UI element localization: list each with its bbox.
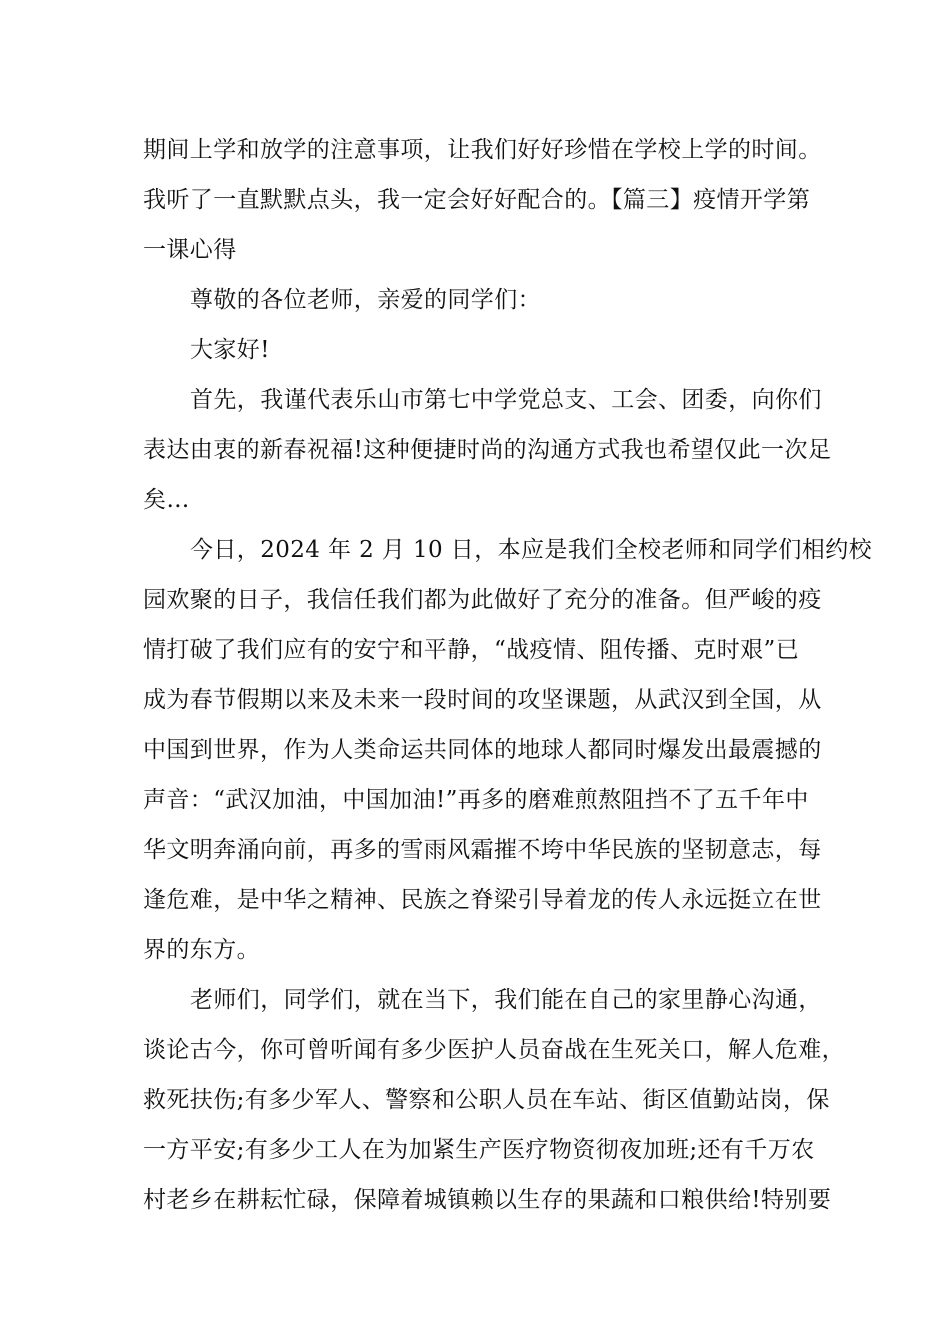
text-line: 华文明奔涌向前，再多的雪雨风霜摧不垮中华民族的坚韧意志，每: [143, 837, 822, 863]
text-line: 老师们，同学们，就在当下，我们能在自己的家里静心沟通，: [190, 987, 822, 1013]
text-line: 谈论古今，你可曾听闻有多少医护人员奋战在生死关口，解人危难，: [143, 1037, 845, 1063]
text-line: 界的东方。: [143, 937, 260, 963]
text-line: 园欢聚的日子，我信任我们都为此做好了充分的准备。但严峻的疫: [143, 587, 822, 613]
text-line: 矣…: [143, 487, 190, 513]
text-line: 首先，我谨代表乐山市第七中学党总支、工会、团委，向你们: [190, 387, 822, 413]
text-line: 成为春节假期以来及未来一段时间的攻坚课题，从武汉到全国，从: [143, 687, 822, 713]
text-line: 期间上学和放学的注意事项，让我们好好珍惜在学校上学的时间。: [143, 137, 822, 163]
text-line: 逢危难，是中华之精神、民族之脊梁引导着龙的传人永远挺立在世: [143, 887, 822, 913]
text-line: 表达由衷的新春祝福!这种便捷时尚的沟通方式我也希望仅此一次足: [143, 437, 832, 463]
text-line: 尊敬的各位老师，亲爱的同学们：: [190, 287, 541, 313]
text-line: 声音：“武汉加油，中国加油!”再多的磨难煎熬阻挡不了五千年中: [143, 787, 809, 813]
text-line: 救死扶伤;有多少军人、警察和公职人员在车站、街区值勤站岗，保: [143, 1087, 830, 1113]
text-line: 情打破了我们应有的安宁和平静，“战疫情、阻传播、克时艰”已: [143, 637, 800, 663]
text-line: 一方平安;有多少工人在为加紧生产医疗物资彻夜加班;还有千万农: [143, 1137, 815, 1163]
text-line: 一课心得: [143, 237, 237, 263]
text-line: 我听了一直默默点头，我一定会好好配合的。【篇三】疫情开学第: [143, 187, 811, 213]
text-line: 今日，2024 年 2 月 10 日，本应是我们全校老师和同学们相约校: [190, 537, 872, 563]
text-line: 中国到世界，作为人类命运共同体的地球人都同时爆发出最震撼的: [143, 737, 822, 763]
text-line: 大家好!: [190, 337, 270, 363]
text-line: 村老乡在耕耘忙碌，保障着城镇赖以生存的果蔬和口粮供给!特别要: [143, 1187, 832, 1213]
